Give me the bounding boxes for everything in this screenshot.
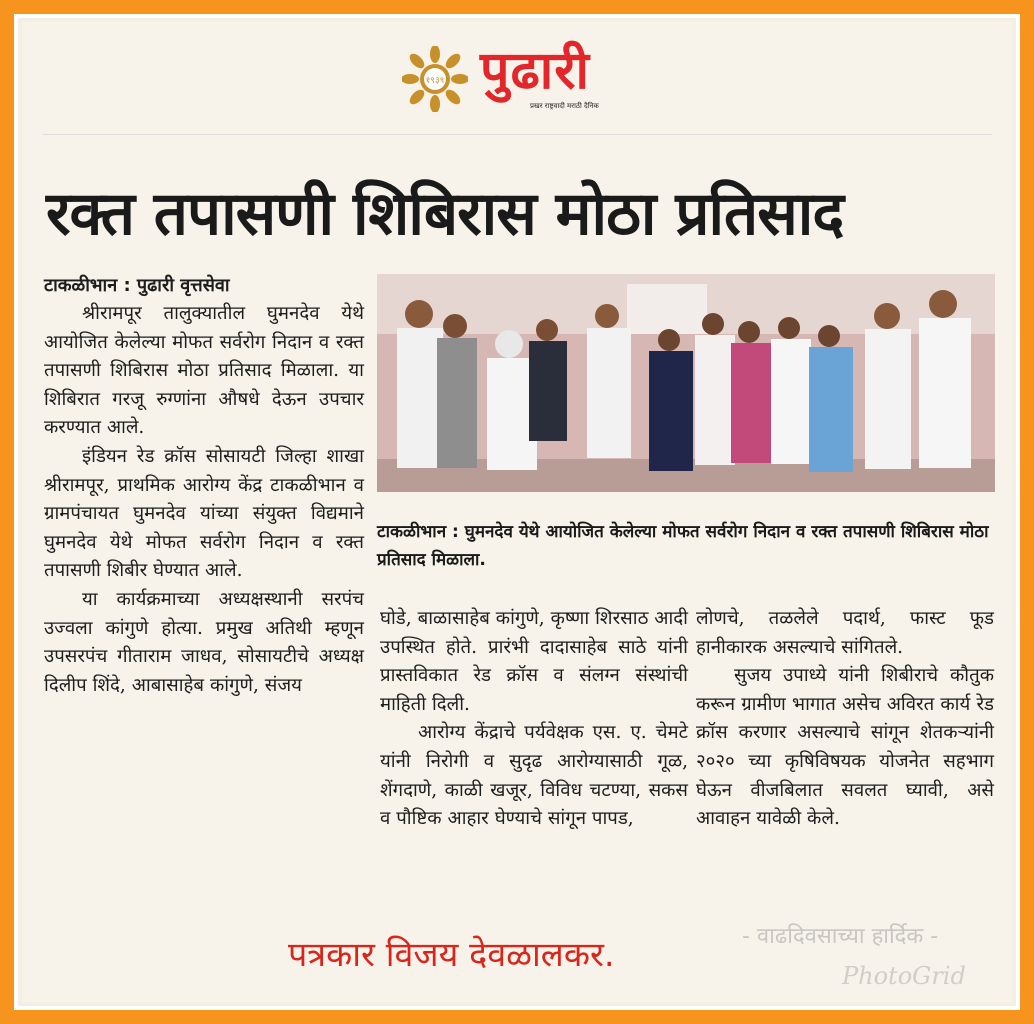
masthead-divider — [42, 134, 992, 135]
article-column-1 — [44, 272, 364, 700]
paragraph: इंडियन रेड क्रॉस सोसायटी जिल्हा शाखा श्रीरामपूर, प्राथमिक आरोग्य केंद्र टाकळीभान व ग्रामपंचायत घुमनदेव यांच्या संयुक्त विद्यमाने घुमनदेव येथे मोफत सर्वरोग निदान व रक्त तपासणी शिबीर घेण्यात आले. — [44, 445, 364, 582]
logo-tagline: प्रखर राष्ट्रवादी मराठी दैनिक — [530, 102, 599, 110]
newspaper-clipping — [22, 22, 1012, 1002]
paragraph: आरोग्य केंद्राचे पर्यवेक्षक एस. ए. चेमटे यांनी निरोगी व सुदृढ आरोग्यासाठी गूळ, शेंगदाणे, काळी खजूर, विविध चटण्या, सकस व पौष्टिक आहार घेण्याचे सांगून पापड, — [380, 722, 688, 830]
paragraph: सुजय उपाध्ये यांनी शिबीराचे कौतुक करून ग्रामीण भागात असेच अविरत कार्य रेड क्रॉस करणार असल्याचे सांगून शेतकऱ्यांनी २०२० च्या कृषिविषयक योजनेत सहभाग घेऊन वीजबिलात सवलत घ्यावी, असे आवाहन यावेळी केले. — [696, 665, 994, 830]
article-column-3 — [696, 605, 994, 834]
reporter-credit: पत्रकार विजय देवळालकर. — [288, 935, 615, 975]
dateline: टाकळीभान : पुढारी वृत्तसेवा — [44, 275, 230, 296]
photo-caption: टाकळीभान : घुमनदेव येथे आयोजित केलेल्या मोफत सर्वरोग निदान व रक्त तपासणी शिबिरास मोठा प्रतिसाद मिळाला. — [377, 522, 989, 570]
headline: रक्त तपासणी शिबिरास मोठा प्रतिसाद — [46, 179, 844, 249]
seal-icon — [402, 46, 468, 112]
masthead — [402, 40, 682, 120]
article-column-2 — [380, 605, 688, 834]
newspaper-logo: पुढारी — [480, 41, 591, 101]
greeting-watermark: - वाढदिवसाच्या हार्दिक - — [742, 924, 939, 949]
seal-year: १९३९ — [425, 76, 445, 86]
paragraph: घोडे, बाळासाहेब कांगुणे, कृष्णा शिरसाठ आदी उपस्थित होते. प्रारंभी दादासाहेब साठे यांनी प्रास्तविकात रेड क्रॉस व संलग्न संस्थांची माहिती दिली. — [380, 608, 688, 715]
paragraph: श्रीरामपूर तालुक्यातील घुमनदेव येथे आयोजित केलेल्या मोफत सर्वरोग निदान व रक्त तपासणी शिबिरास मोठा प्रतिसाद मिळाला. या शिबिरात गरजू रुग्णांना औषधे देऊन उपचार करण्यात आले. — [44, 303, 364, 439]
paragraph: लोणचे, तळलेले पदार्थ, फास्ट फूड हानीकारक असल्याचे सांगितले. — [696, 608, 994, 658]
group-photo-icon — [377, 274, 995, 492]
news-photo — [377, 274, 995, 492]
app-watermark: PhotoGrid — [842, 962, 966, 990]
paragraph: या कार्यक्रमाच्या अध्यक्षस्थानी सरपंच उज्वला कांगुणे होत्या. प्रमुख अतिथी म्हणून उपसरपंच गीताराम जाधव, सोसायटीचे अध्यक्ष दिलीप शिंदे, आबासाहेब कांगुणे, संजय — [44, 588, 364, 696]
